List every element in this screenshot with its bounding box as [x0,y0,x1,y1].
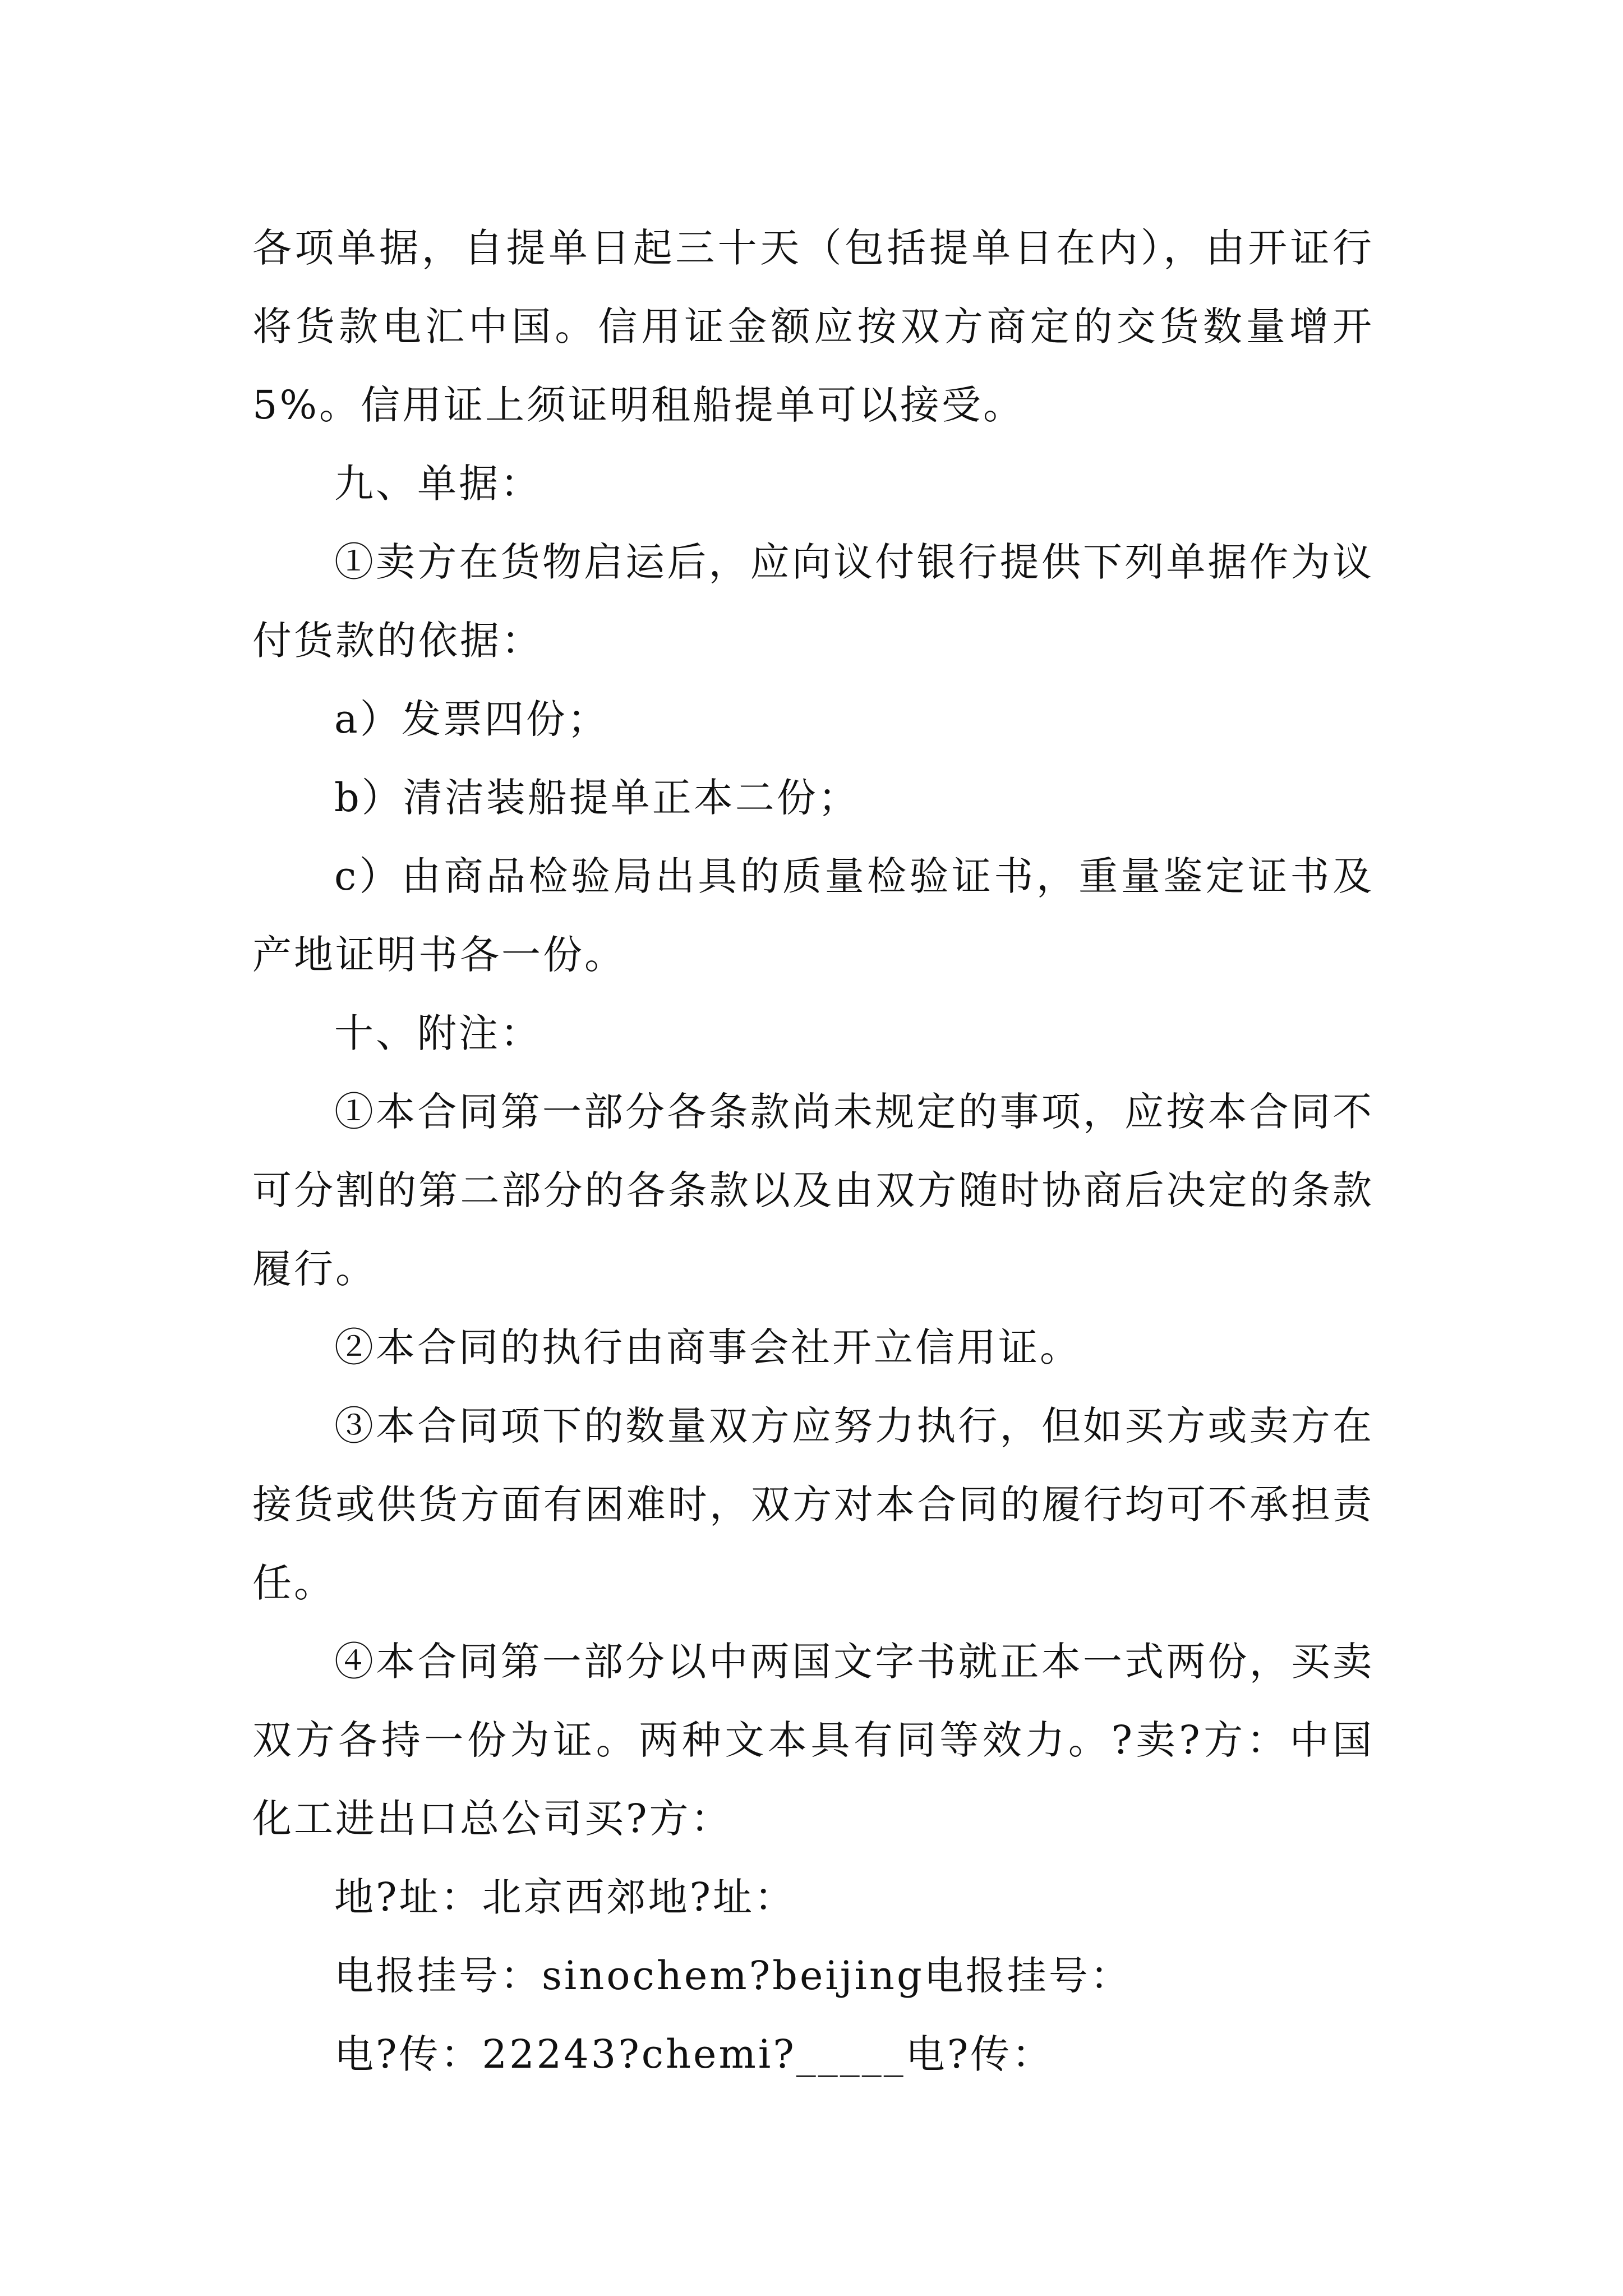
list-item-invoice: a）发票四份； [334,696,609,742]
section-heading-notes: 十、附注： [334,1010,542,1056]
telex-line: 电?传：22243?chemi?_____电?传： [334,2031,1054,2077]
paragraph-note-2: ②本合同的执行由商事会社开立信用证。 [334,1324,1081,1370]
paragraph-lc-terms: 各项单据，自提单日起三十天（包括提单日在内），由开证行将货款电汇中国。信用证金额应按双方商定的交货数量增开5%。信用证上须证明租船提单可以接受。 [252,225,1374,428]
list-item-bill-of-lading: b）清洁装船提单正本二份； [334,775,860,821]
paragraph-note-1: ①本合同第一部分各条款尚未规定的事项，应按本合同不可分割的第二部分的各条款以及由双方随时协商后决定的条款履行。 [252,1089,1374,1292]
address-line: 地?址：北京西郊地?址： [334,1874,796,1920]
cable-address-line: 电报挂号：sinochem?beijing电报挂号： [334,1953,1132,1999]
paragraph-note-4: ④本合同第一部分以中两国文字书就正本一式两份，买卖双方各持一份为证。两种文本具有同等效力。?卖?方：中国化工进出口总公司买?方： [252,1639,1374,1842]
paragraph-note-3: ③本合同项下的数量双方应努力执行，但如买方或卖方在接货或供货方面有困难时，双方对本合同的履行均可不承担责任。 [252,1403,1374,1606]
section-heading-documents: 九、单据： [334,461,542,507]
list-item-certificates: c）由商品检验局出具的质量检验证书，重量鉴定证书及产地证明书各一份。 [252,853,1374,978]
document-page [252,209,1374,2093]
paragraph-documents-intro: ①卖方在货物启运后，应向议付银行提供下列单据作为议付货款的依据： [252,539,1374,664]
